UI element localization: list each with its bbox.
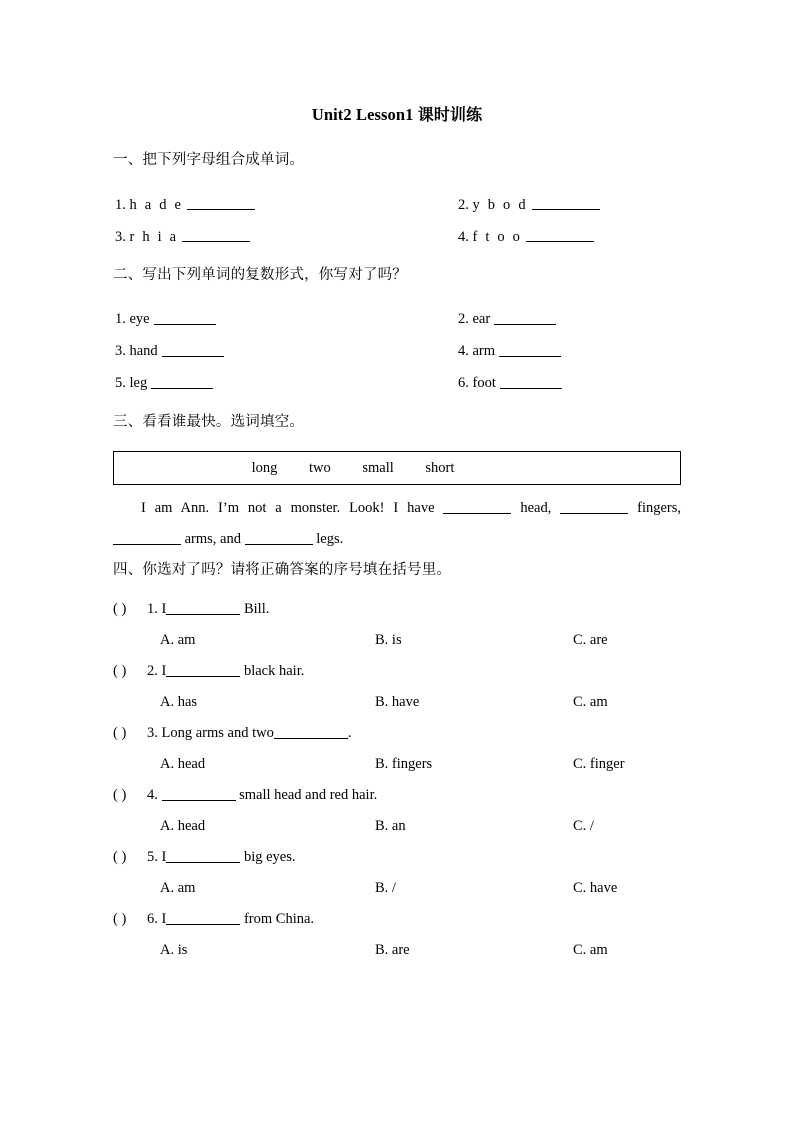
option-c[interactable]: C. am bbox=[573, 694, 608, 711]
question-number: 1. bbox=[147, 601, 158, 618]
option-a[interactable]: A. head bbox=[160, 756, 206, 773]
question-stem bbox=[113, 594, 681, 625]
item-number: 2. bbox=[458, 311, 469, 328]
item-number: 3. bbox=[115, 343, 126, 360]
passage-blank-2[interactable] bbox=[560, 499, 628, 514]
word-bank-option-two[interactable]: two bbox=[308, 460, 331, 477]
question-blank[interactable] bbox=[166, 662, 240, 677]
answer-blank[interactable] bbox=[494, 310, 556, 325]
stem-after: . bbox=[347, 725, 352, 742]
exercise-row bbox=[113, 335, 681, 367]
passage-part-4: arms, and bbox=[184, 531, 241, 548]
stem-after: black hair. bbox=[243, 663, 305, 680]
stem-before: I bbox=[161, 601, 167, 618]
section-4-heading: 四、你选对了吗？请将正确答案的序号填在括号里。 bbox=[113, 562, 452, 579]
question-number: 2. bbox=[147, 663, 158, 680]
word-bank-option-long[interactable]: long bbox=[251, 460, 278, 477]
item-letters: f t o o bbox=[472, 228, 523, 245]
question-options bbox=[113, 935, 681, 966]
section-1-heading: 一、把下列字母组合成单词。 bbox=[113, 151, 305, 168]
question-blank[interactable] bbox=[166, 910, 240, 925]
answer-bracket[interactable]: ( ) bbox=[113, 849, 127, 866]
page-title bbox=[113, 105, 681, 125]
stem-after: small head and red hair. bbox=[239, 787, 378, 804]
question-options bbox=[113, 749, 681, 780]
passage-part-3: fingers, bbox=[637, 500, 682, 517]
exercise-row bbox=[113, 189, 681, 221]
passage-part-5: legs. bbox=[316, 531, 344, 548]
question-stem bbox=[113, 842, 681, 873]
question-number: 3. bbox=[147, 725, 158, 742]
stem-after: big eyes. bbox=[243, 849, 296, 866]
item-word: leg bbox=[129, 375, 148, 392]
answer-blank[interactable] bbox=[154, 310, 216, 325]
answer-blank[interactable] bbox=[187, 196, 255, 211]
answer-bracket[interactable]: ( ) bbox=[113, 787, 127, 804]
item-letters: h a d e bbox=[129, 196, 184, 213]
answer-bracket[interactable]: ( ) bbox=[113, 663, 127, 680]
question-blank[interactable] bbox=[274, 724, 348, 739]
stem-before: I bbox=[161, 849, 167, 866]
answer-blank[interactable] bbox=[182, 228, 250, 243]
exercise-row bbox=[113, 221, 681, 253]
mc-question-2 bbox=[113, 656, 681, 718]
stem-before: I bbox=[161, 663, 167, 680]
stem-after: from China. bbox=[243, 911, 315, 928]
option-a[interactable]: A. am bbox=[160, 880, 196, 897]
item-letters: r h i a bbox=[129, 228, 179, 245]
answer-blank[interactable] bbox=[162, 342, 224, 357]
option-b[interactable]: B. are bbox=[375, 942, 410, 959]
answer-blank[interactable] bbox=[532, 196, 600, 211]
section-2-items bbox=[113, 303, 681, 399]
question-number: 4. bbox=[147, 787, 158, 804]
answer-blank[interactable] bbox=[500, 374, 562, 389]
option-c[interactable]: C. have bbox=[573, 880, 618, 897]
mc-question-1 bbox=[113, 594, 681, 656]
word-bank-words bbox=[114, 452, 680, 484]
plural-item-4 bbox=[458, 335, 561, 367]
question-stem bbox=[113, 718, 681, 749]
word-bank-option-small[interactable]: small bbox=[362, 460, 394, 477]
item-word: foot bbox=[472, 375, 496, 392]
mc-question-3 bbox=[113, 718, 681, 780]
answer-bracket[interactable]: ( ) bbox=[113, 601, 127, 618]
plural-item-1 bbox=[115, 303, 216, 335]
option-a[interactable]: A. is bbox=[160, 942, 188, 959]
question-stem bbox=[113, 904, 681, 935]
plural-item-3 bbox=[115, 335, 224, 367]
plural-item-2 bbox=[458, 303, 556, 335]
plural-item-6 bbox=[458, 367, 562, 399]
scramble-item-2 bbox=[458, 189, 600, 221]
stem-before: Long arms and two bbox=[161, 725, 274, 742]
question-options bbox=[113, 811, 681, 842]
item-word: eye bbox=[129, 311, 150, 328]
option-a[interactable]: A. head bbox=[160, 818, 206, 835]
question-stem bbox=[113, 656, 681, 687]
item-number: 2. bbox=[458, 196, 469, 213]
item-number: 4. bbox=[458, 343, 469, 360]
passage-part-1: I am Ann. I’m not a monster. Look! I have bbox=[141, 500, 435, 517]
option-c[interactable]: C. / bbox=[573, 818, 594, 835]
scramble-item-3 bbox=[115, 221, 250, 253]
word-bank-box bbox=[113, 451, 681, 485]
item-number: 4. bbox=[458, 228, 469, 245]
option-a[interactable]: A. has bbox=[160, 694, 198, 711]
plural-item-5 bbox=[115, 367, 213, 399]
option-a[interactable]: A. am bbox=[160, 632, 196, 649]
section-1-items bbox=[113, 189, 681, 253]
option-b[interactable]: B. is bbox=[375, 632, 402, 649]
question-blank[interactable] bbox=[166, 848, 240, 863]
word-bank-option-short[interactable]: short bbox=[425, 460, 455, 477]
option-b[interactable]: B. an bbox=[375, 818, 406, 835]
question-number: 5. bbox=[147, 849, 158, 866]
item-number: 5. bbox=[115, 375, 126, 392]
option-c[interactable]: C. am bbox=[573, 942, 608, 959]
question-stem bbox=[113, 780, 681, 811]
item-number: 6. bbox=[458, 375, 469, 392]
passage-part-2: head, bbox=[520, 500, 552, 517]
question-options bbox=[113, 873, 681, 904]
item-word: arm bbox=[472, 343, 496, 360]
question-number: 6. bbox=[147, 911, 158, 928]
item-number: 1. bbox=[115, 311, 126, 328]
passage-blank-4[interactable] bbox=[245, 530, 313, 545]
question-options bbox=[113, 625, 681, 656]
answer-bracket[interactable]: ( ) bbox=[113, 911, 127, 928]
scramble-item-4 bbox=[458, 221, 594, 253]
item-number: 3. bbox=[115, 228, 126, 245]
question-blank[interactable] bbox=[162, 786, 236, 801]
passage-blank-3[interactable] bbox=[113, 530, 181, 545]
item-number: 1. bbox=[115, 196, 126, 213]
page-title-en: Unit2 Lesson1 bbox=[311, 105, 414, 124]
cloze-passage bbox=[113, 493, 681, 555]
option-b[interactable]: B. / bbox=[375, 880, 396, 897]
mc-question-5 bbox=[113, 842, 681, 904]
mc-question-4 bbox=[113, 780, 681, 842]
answer-blank[interactable] bbox=[151, 374, 213, 389]
item-word: ear bbox=[472, 311, 491, 328]
answer-blank[interactable] bbox=[526, 228, 594, 243]
section-3-heading: 三、看看谁最快。选词填空。 bbox=[113, 414, 305, 431]
stem-after: Bill. bbox=[243, 601, 270, 618]
section-2-heading: 二、写出下列单词的复数形式，你写对了吗？ bbox=[113, 266, 407, 283]
option-b[interactable]: B. fingers bbox=[375, 756, 433, 773]
answer-bracket[interactable]: ( ) bbox=[113, 725, 127, 742]
item-letters: y b o d bbox=[472, 196, 528, 213]
mc-question-6 bbox=[113, 904, 681, 966]
item-word: hand bbox=[129, 343, 158, 360]
passage-blank-1[interactable] bbox=[443, 499, 511, 514]
question-options bbox=[113, 687, 681, 718]
question-blank[interactable] bbox=[166, 600, 240, 615]
answer-blank[interactable] bbox=[499, 342, 561, 357]
exercise-row bbox=[113, 303, 681, 335]
exercise-row bbox=[113, 367, 681, 399]
option-c[interactable]: C. are bbox=[573, 632, 608, 649]
stem-before: I bbox=[161, 911, 167, 928]
page-title-cn: 课时训练 bbox=[417, 105, 483, 124]
option-b[interactable]: B. have bbox=[375, 694, 420, 711]
scramble-item-1 bbox=[115, 189, 255, 221]
option-c[interactable]: C. finger bbox=[573, 756, 625, 773]
